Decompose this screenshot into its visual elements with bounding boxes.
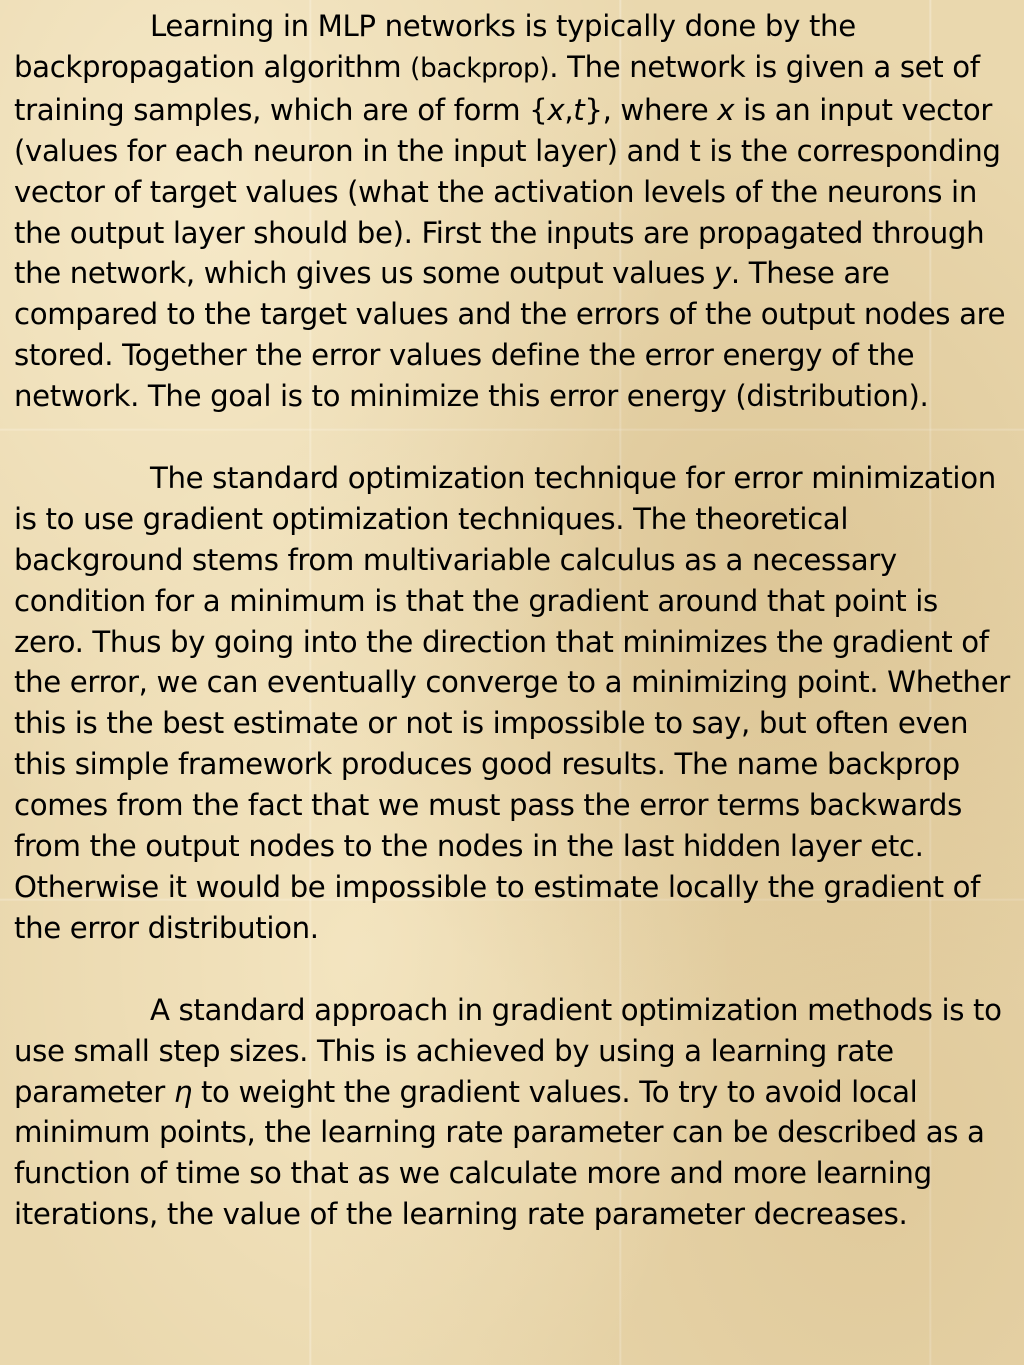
paragraph-gradient-optimization: The standard optimization technique for error minimization is to use gradient optimization techniques. The theoretical background stems from multivariable calculus as a necessary condition for a minimum is that the gradient around that point is zero. Thus by going into the direction that minimizes the gradient of the error, we can eventually converge to a minimizing point. Whether this is the best estimate or not is impossible to say, but often even this simple framework produces good results. The name backprop comes from the fact that we must pass the error terms backwards from the output nodes to the nodes in the last hidden layer etc. Otherwise it would be impossible to estimate locally the gradient of the error distribution. <box>14 460 1010 945</box>
text-run: }, where <box>584 92 718 127</box>
variable-y: y <box>713 256 731 291</box>
variable-t: t <box>573 92 585 127</box>
text-run-backprop: (backprop) <box>410 53 550 84</box>
text-run: . The network is given a set of training samples, which are of form { <box>14 49 980 127</box>
paragraph-learning-rate <box>14 990 1014 1235</box>
slide-body <box>14 6 1014 1235</box>
variable-eta: η <box>173 1074 193 1109</box>
variable-x: x <box>717 92 735 127</box>
text-run: to weight the gradient values. To try to avoid local minimum points, the learning rate parameter can be described as a function of time so that as we calculate more and more learning iterations, the value of the learning rate parameter decreases. <box>14 1074 985 1232</box>
text-run: , <box>564 92 574 127</box>
text-run: . These are compared to the target values and the errors of the output nodes are stored. Together the error values define the error energy of the network. The goal is to minimize this error energy (distribution). <box>14 256 1006 414</box>
text-run: A standard approach in gradient optimization methods is to use small step sizes. This is achieved by using a learning rate parameter <box>14 992 1002 1109</box>
text-run: is an input vector (values for each neuron in the input layer) and t is the corresponding vector of target values (what the activation levels of the neurons in the output layer should be). First the inputs are propagated through the network, which gives us some output values <box>14 92 1001 291</box>
paragraph-backpropagation-intro <box>14 6 1014 417</box>
variable-x: x <box>547 92 565 127</box>
text-run: Learning in MLP networks is typically done by the backpropagation algorithm <box>14 9 856 84</box>
